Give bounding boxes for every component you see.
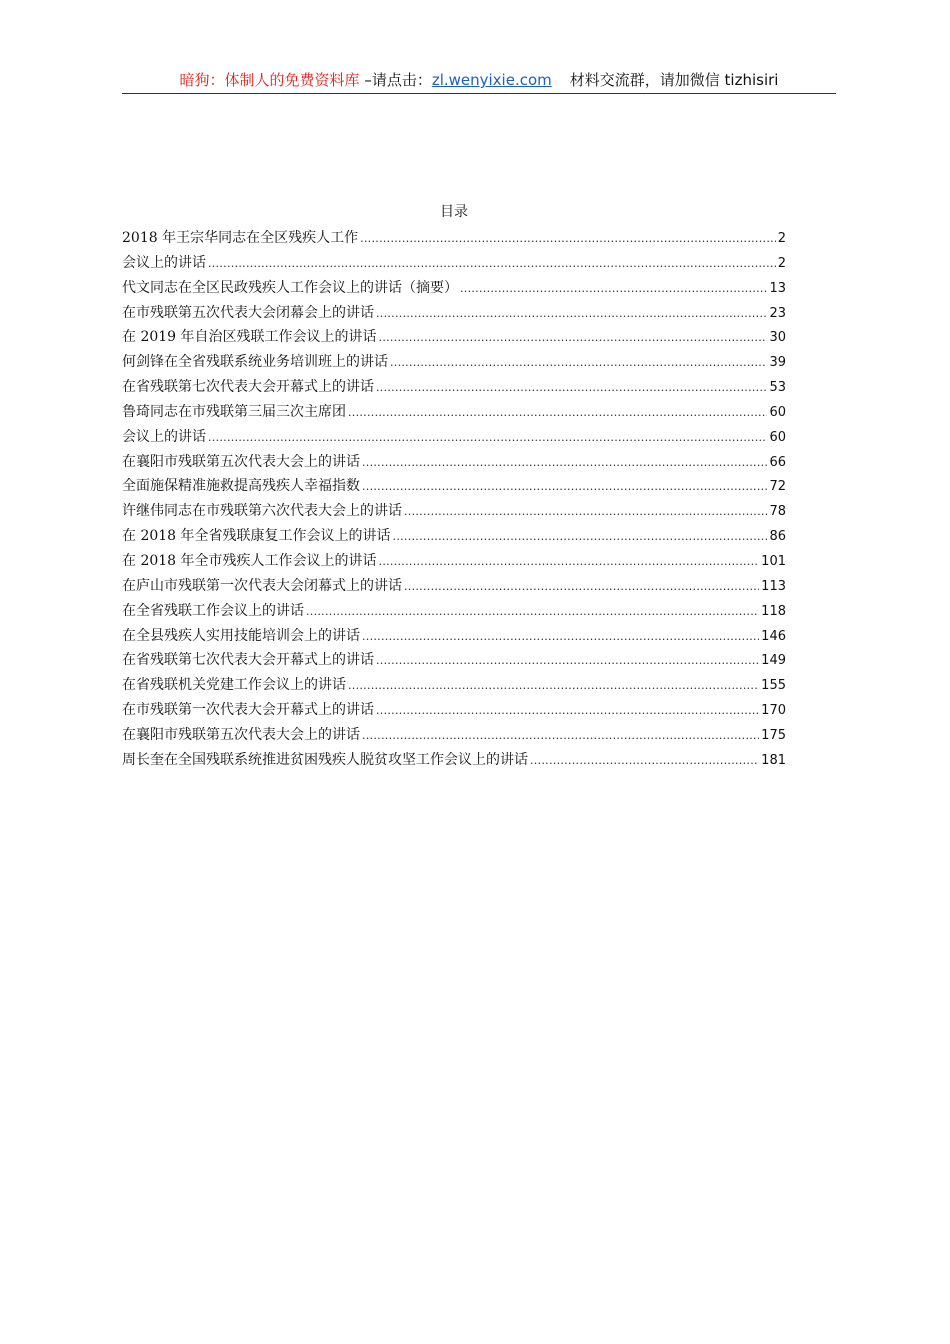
toc-entry-title: 全面施保精准施救提高残疾人幸福指数 — [122, 478, 360, 495]
toc-entry-title: 在市残联第五次代表大会闭幕会上的讲话 — [122, 304, 374, 321]
toc-leader-dots — [379, 326, 768, 350]
toc-entry-title: 在省残联第七次代表大会开幕式上的讲话 — [122, 379, 374, 396]
toc-entry-page: 2 — [777, 255, 786, 271]
toc-entry[interactable] — [122, 698, 786, 723]
toc-entry-title: 在襄阳市残联第五次代表大会上的讲话 — [122, 726, 360, 743]
toc-leader-dots — [460, 277, 767, 301]
toc-entry-title: 2018 年王宗华同志在全区残疾人工作 — [122, 230, 359, 246]
toc-entry-page: 2 — [777, 231, 786, 246]
toc-leader-dots — [379, 550, 760, 574]
page-header — [122, 68, 836, 94]
toc-entry-page: 170 — [761, 703, 786, 719]
toc-leader-dots — [348, 674, 759, 698]
toc-entry[interactable] — [122, 400, 786, 425]
toc-entry[interactable] — [122, 549, 786, 574]
toc-entry-title: 在 2019 年自治区残联工作会议上的讲话 — [122, 329, 377, 346]
toc-entry-page: 53 — [769, 380, 786, 396]
header-note: 材料交流群，请加微信 tizhisiri — [569, 71, 779, 89]
toc-leader-dots — [404, 500, 767, 524]
toc-entry-page: 181 — [761, 752, 786, 768]
toc-leader-dots — [376, 376, 767, 400]
toc-entry[interactable] — [122, 599, 786, 624]
toc-entry-page: 13 — [769, 280, 786, 296]
toc-entry-title: 会议上的讲话 — [122, 428, 206, 445]
toc-entry-title: 在庐山市残联第一次代表大会闭幕式上的讲话 — [122, 577, 402, 594]
toc-entry[interactable] — [122, 325, 786, 350]
toc-entry[interactable] — [122, 524, 786, 549]
toc-entry-title: 在全县残疾人实用技能培训会上的讲话 — [122, 627, 360, 644]
toc-entry-title: 许继伟同志在市残联第六次代表大会上的讲话 — [122, 503, 402, 520]
toc-leader-dots — [530, 749, 759, 773]
toc-entry-title: 何剑锋在全省残联系统业务培训班上的讲话 — [122, 354, 388, 371]
toc-entry-page: 101 — [761, 553, 786, 569]
toc-entry-title: 在市残联第一次代表大会开幕式上的讲话 — [122, 702, 374, 719]
toc-entry-title: 在 2018 年全省残联康复工作会议上的讲话 — [122, 528, 391, 545]
header-brand: 暗狗：体制人的免费资料库 — [179, 71, 360, 89]
toc-entry[interactable] — [122, 474, 786, 499]
toc-leader-dots — [362, 625, 759, 649]
toc-entry[interactable] — [122, 450, 786, 475]
toc-entry-page: 118 — [761, 603, 786, 619]
toc-entry-page: 60 — [769, 429, 786, 445]
toc-entry-title: 鲁琦同志在市残联第三届三次主席团 — [122, 403, 346, 420]
toc-leader-dots — [376, 699, 759, 723]
toc-entry-page: 86 — [769, 529, 786, 545]
toc-entry-page: 113 — [761, 578, 786, 594]
toc-leader-dots — [376, 302, 767, 326]
toc-entry-title: 在 2018 年全市残疾人工作会议上的讲话 — [122, 552, 377, 569]
toc-leader-dots — [208, 252, 776, 276]
toc-entry-title: 在省残联第七次代表大会开幕式上的讲话 — [122, 652, 374, 669]
toc-leader-dots — [208, 426, 767, 450]
toc-leader-dots — [348, 401, 767, 425]
toc-entry[interactable] — [122, 350, 786, 375]
toc-list — [122, 226, 786, 773]
toc-entry[interactable] — [122, 425, 786, 450]
header-separator: –请点击： — [359, 71, 432, 89]
toc-entry-title: 代文同志在全区民政残疾人工作会议上的讲话（摘要） — [122, 279, 458, 296]
toc-entry-title: 在省残联机关党建工作会议上的讲话 — [122, 677, 346, 694]
toc-title: 目录 — [440, 204, 468, 220]
toc-leader-dots — [393, 525, 768, 549]
toc-entry-page: 175 — [761, 727, 786, 743]
toc-entry-page: 146 — [761, 628, 786, 644]
toc-entry-title: 周长奎在全国残联系统推进贫困残疾人脱贫攻坚工作会议上的讲话 — [122, 751, 528, 768]
toc-leader-dots — [404, 575, 759, 599]
toc-entry-page: 66 — [769, 454, 786, 470]
toc-entry[interactable] — [122, 648, 786, 673]
toc-entry[interactable] — [122, 574, 786, 599]
toc-entry[interactable] — [122, 499, 786, 524]
toc-entry-title: 会议上的讲话 — [122, 254, 206, 271]
toc-entry[interactable] — [122, 624, 786, 649]
header-link[interactable]: zl.wenyixie.com — [431, 71, 552, 89]
toc-leader-dots — [362, 724, 759, 748]
toc-entry-page: 30 — [769, 330, 786, 346]
toc-leader-dots — [360, 227, 776, 251]
toc-entry-page: 72 — [769, 479, 786, 495]
toc-entry-page: 23 — [769, 305, 786, 321]
toc-entry[interactable] — [122, 276, 786, 301]
toc-entry[interactable] — [122, 723, 786, 748]
toc-entry[interactable] — [122, 226, 786, 251]
toc-entry[interactable] — [122, 301, 786, 326]
toc-entry-title: 在全省残联工作会议上的讲话 — [122, 602, 304, 619]
toc-leader-dots — [390, 351, 767, 375]
toc-entry-page: 60 — [769, 404, 786, 420]
toc-entry-page: 149 — [761, 653, 786, 669]
toc-entry-page: 155 — [761, 678, 786, 694]
toc-leader-dots — [362, 475, 767, 499]
toc-entry[interactable] — [122, 748, 786, 773]
toc-entry[interactable] — [122, 251, 786, 276]
toc-entry-page: 78 — [769, 504, 786, 520]
toc-entry-page: 39 — [769, 355, 786, 371]
toc-leader-dots — [362, 451, 767, 475]
toc-leader-dots — [376, 649, 759, 673]
toc-entry[interactable] — [122, 375, 786, 400]
table-of-contents — [122, 200, 786, 773]
toc-entry-title: 在襄阳市残联第五次代表大会上的讲话 — [122, 453, 360, 470]
toc-entry[interactable] — [122, 673, 786, 698]
toc-leader-dots — [306, 600, 759, 624]
